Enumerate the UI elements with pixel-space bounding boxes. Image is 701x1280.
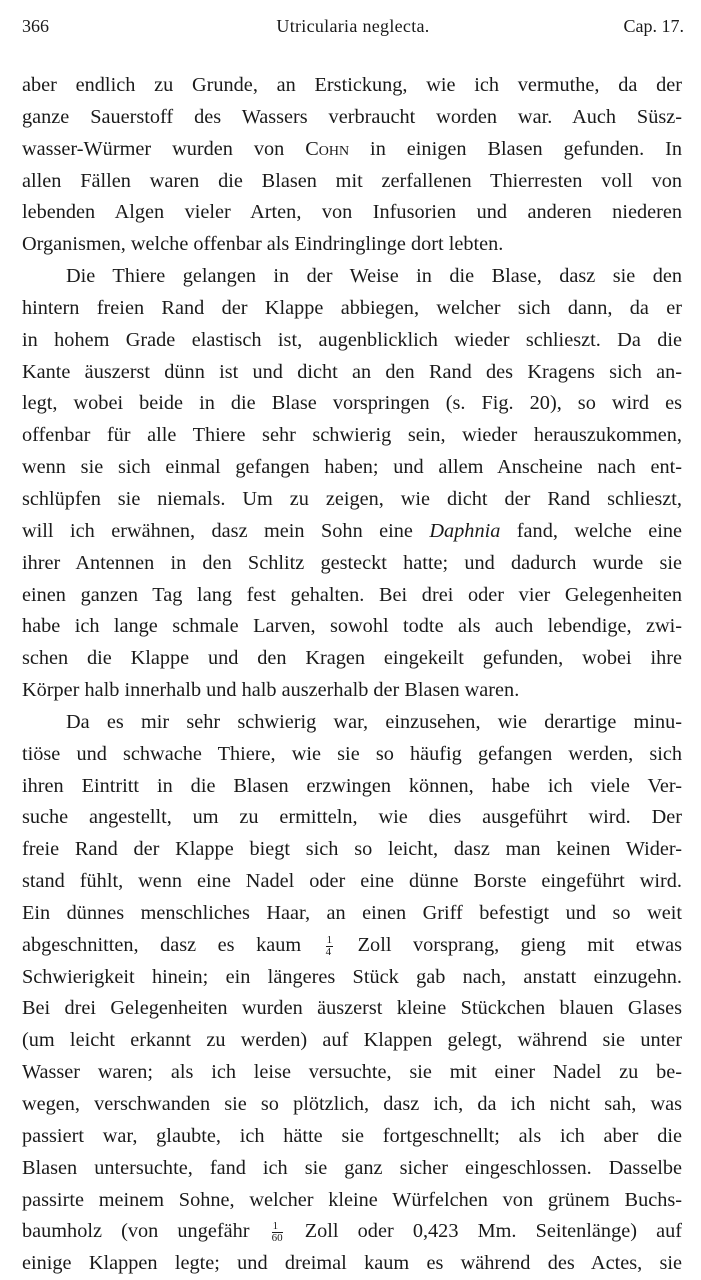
text-line: passirte meinem Sohne, welcher kleine Würfelchen von grünem Buchs- [22,1188,682,1211]
text-line: stand fühlt, wenn eine Nadel oder eine dünne Borste eingeführt wird. [22,870,682,893]
text-line: Körper halb innerhalb und halb auszerhalb der Blasen waren. [22,679,520,702]
text-line: ihrer Antennen in den Schlitz gesteckt hatte; und dadurch wurde sie [22,551,682,574]
page-header [22,16,684,50]
text-line: Bei drei Gelegenheiten wurden äuszerst kleine Stückchen blauen Glases [22,997,682,1020]
text-line: passiert war, glaubte, ich hätte sie fortgeschnellt; als ich aber die [22,1124,682,1147]
fraction-one-sixtieth: $\frac{1}{60}$ [271,1220,283,1245]
text-line: Kante äuszerst dünn ist und dicht an den Rand des Kragens sich an- [22,360,682,383]
text-line: Schwierigkeit hinein; ein längeres Stück gab nach, anstatt einzugehn. [22,965,682,988]
text-line: wenn sie sich einmal gefangen haben; und allem Anscheine nach ent- [22,456,682,479]
page-number: 366 [22,16,49,36]
text-line: Die Thiere gelangen in der Weise in die Blase, dasz sie den [66,265,682,288]
text-line: Da es mir sehr schwierig war, einzusehen, wie derartige minu- [66,710,682,733]
text-line: schen die Klappe und den Kragen eingekeilt gefunden, wobei ihre [22,647,682,670]
text-line: lebenden Algen vieler Arten, von Infusorien und anderen niederen [22,201,682,224]
chapter-label: Cap. 17. [623,16,684,36]
text-line: allen Fällen waren die Blasen mit zerfallenen Thierresten voll von [22,169,682,192]
text-line: einen ganzen Tag lang fest gehalten. Bei drei oder vier Gelegenheiten [22,583,682,606]
text-line: schlüpfen sie niemals. Um zu zeigen, wie dicht der Rand schlieszt, [22,487,682,510]
text-line: wasser-Würmer wurden von Cohn in einigen Blasen gefunden. In [22,137,682,160]
text-line: in hohem Grade elastisch ist, augenblicklich wieder schlieszt. Da die [22,328,682,351]
text-line: hintern freien Rand der Klappe abbiegen, welcher sich dann, da er [22,296,682,319]
body-text [22,70,682,1280]
text-line: freie Rand der Klappe biegt sich so leicht, dasz man keinen Wider- [22,838,682,861]
text-line: wegen, verschwanden sie so plötzlich, dasz ich, da ich nicht sah, was [22,1093,682,1115]
text-line: (um leicht erkannt zu werden) auf Klappen gelegt, während sie unter [22,1029,682,1052]
genus-name: Daphnia [429,519,501,542]
text-line: legt, wobei beide in die Blase vorspringen (s. Fig. 20), so wird es [22,392,682,415]
text-line: offenbar für alle Thiere sehr schwierig sein, wieder herauszukommen, [22,424,682,447]
text-line: Blasen untersuchte, fand ich sie ganz sicher eingeschlossen. Dasselbe [22,1156,682,1179]
author-name: Cohn [305,137,350,160]
text-line: tiöse und schwache Thiere, wie sie so häufig gefangen werden, sich [22,742,682,765]
text-line: ganze Sauerstoff des Wassers verbraucht worden war. Auch Süsz- [22,105,682,128]
text-line: Organismen, welche offenbar als Eindringlinge dort lebten. [22,233,504,256]
text-line: aber endlich zu Grunde, an Erstickung, wie ich vermuthe, da der [22,74,682,96]
text-line: baumholz (von ungefähr $\frac{1}{60}$ Zoll oder 0,423 Mm. Seitenlänge) auf [22,1220,682,1245]
text-line: will ich erwähnen, dasz mein Sohn eine Daphnia fand, welche eine [22,519,682,542]
text-line: habe ich lange schmale Larven, sowohl todte als auch lebendige, zwi- [22,615,682,638]
text-line: abgeschnitten, dasz es kaum $\frac{1}{4}$ Zoll vorsprang, gieng mit etwas [22,933,682,958]
fraction-one-quarter: $\frac{1}{4}$ [325,933,333,958]
running-title: Utricularia neglecta. [276,16,430,36]
text-line: ihren Eintritt in die Blasen erzwingen können, habe ich viele Ver- [22,774,682,797]
text-line: Wasser waren; als ich leise versuchte, sie mit einer Nadel zu be- [22,1061,682,1084]
text-line: Ein dünnes menschliches Haar, an einen Griff befestigt und so weit [22,901,682,924]
text-line: einige Klappen legte; und dreimal kaum es während des Actes, sie [22,1252,682,1275]
text-line: suche angestellt, um zu ermitteln, wie dies ausgeführt wird. Der [22,806,682,829]
